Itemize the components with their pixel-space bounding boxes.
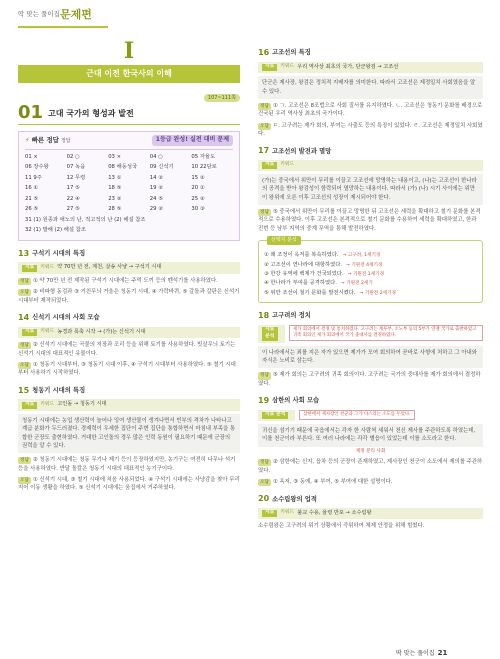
left-column xyxy=(18,36,240,493)
question-20-explanation: 소수림왕은 고구려의 위기 상황에서 즉위하여 체제 안정을 위해 힘썼다. xyxy=(258,523,425,530)
choice-text: ⑤ 위만 조선이 철기 문화를 발전시켰다. xyxy=(264,289,356,296)
keyword-type: 키워드 xyxy=(40,328,55,334)
page-header xyxy=(0,0,500,28)
question-number: 14 xyxy=(18,313,30,323)
quick-answer-label: ⚡ 빠른 정답 정답 xyxy=(25,136,71,145)
answer-cell: 22 ④ xyxy=(66,195,80,202)
choice-line xyxy=(264,279,477,288)
choice-note: → 고구려, 1세기경 xyxy=(342,253,381,259)
explanation-paragraph xyxy=(18,361,240,378)
explanation-text: ㄷ. 고구려는 제가 회의, 부여는 사출도 등의 특징이 있었다. ㄹ. 고조선은 제정일치 사회였다. xyxy=(258,122,483,137)
choice-analysis-lines xyxy=(264,251,477,298)
keyword-type: 키워드 xyxy=(40,401,55,407)
header-underline xyxy=(18,26,108,28)
answer-cell: 14 ② xyxy=(149,174,163,181)
part-title-bar: 근대 이전 한국사의 이해 xyxy=(18,65,240,83)
choice-analysis-title: 선택지 분석 xyxy=(267,236,301,245)
explanation-paragraph xyxy=(18,288,240,305)
question-number: 17 xyxy=(258,146,270,156)
choice-line xyxy=(264,261,477,270)
answer-cell: 17 ⑤ xyxy=(66,185,80,192)
answer-cell: 01 × xyxy=(25,153,38,160)
explanation-text: ⑤ 중국에서 위만이 무리를 이끌고 망명한 뒤 고조선은 세력을 확대하고 철기 문화를 본격적으로 수용하였다. 이후 고조선은 본격적으로 철기 문화를 수용하여 세력을 확대하였고, 한과 진번 등 남부 지역의 중계 무역을 통해 발전하였다. xyxy=(258,209,481,232)
keyword-text: 우리 역사상 최초의 국가, 단군왕검 → 고조선 xyxy=(297,63,399,70)
question-number: 16 xyxy=(258,48,270,57)
explanation-text: ① 신석기 시대, ③ 철기 시대에 처음 사용되었다. ④ 구석기 시대에는 사냥감을 찾아 무리 지어 이동 생활을 하였다. ⑤ 신석기 시대에는 움집에서 거주하였다. xyxy=(18,477,240,492)
choice-line xyxy=(264,251,477,260)
question-title: 청동기 시대의 특징 xyxy=(32,386,86,394)
right-column xyxy=(258,40,483,531)
answer-cell: 10 22담로 xyxy=(191,164,217,171)
question-title: 신석기 시대의 사회 모습 xyxy=(32,314,100,322)
question-19-header xyxy=(258,395,483,407)
source-passage: 청동기 시대에는 농업 생산력이 늘어나 잉여 생산물이 생겨나면서 빈부의 격차가 나타나고 계급 분화가 두드러졌다. 경제력이 우세한 집단이 주변 집단을 통합하면서 마침내 부족을 통합한 군장도 출현하였다. 거대한 고인돌의 경우 많은 인력 동원이 필요하기 때문에 군장의 권력을 알 수 있다. xyxy=(18,414,240,454)
question-header xyxy=(18,312,240,324)
chapter-header xyxy=(18,101,240,125)
level-badge: 1등급 완성! 실전 대비 문제 xyxy=(152,135,233,146)
question-20-keyword: 자료 키워드 불교 수용, 율령 반포 → 소수림왕 xyxy=(258,508,483,520)
right-question-list xyxy=(258,47,483,233)
explanation-text: ① 약 70만 년 전 제작된 구석기 시대에는 주먹 도끼 등의 뗀석기를 사용하였다. xyxy=(32,277,218,284)
answer-chip: 정답 xyxy=(20,278,29,284)
question-number: 15 xyxy=(18,385,30,395)
keyword-text: 고인돌 → 청동기 시대 xyxy=(57,401,107,408)
answer-cell: 07 녹읍 xyxy=(66,164,86,171)
question-title: 고조선의 발전과 멸망 xyxy=(272,147,332,155)
explanation-paragraph xyxy=(258,208,483,233)
quick-answer-header xyxy=(25,135,233,147)
answer-cell: 23 ② xyxy=(108,195,122,202)
chapter-number: 01 xyxy=(18,101,44,123)
answer-chip: 정답 xyxy=(260,210,269,216)
answer-cell: 15 ② xyxy=(191,174,205,181)
explanation-paragraph xyxy=(18,456,240,473)
answer-cell: 08 해동성국 xyxy=(108,164,138,171)
choice-note: → 기원전 4세기경 xyxy=(346,262,383,268)
answer-cell: 13 ① xyxy=(108,174,122,181)
chapter-title: 고대 국가의 형성과 발전 xyxy=(48,109,134,119)
analysis-note: 삼한에서 제사장인 천군과 그가 다스리는 소도를 두었다. xyxy=(299,410,414,420)
answer-chip: 정답 xyxy=(20,343,29,349)
choice-text: ② 고조선이 연나라에 대항하였다. xyxy=(264,261,343,268)
question-header xyxy=(258,47,483,59)
question-number: 19 xyxy=(258,396,270,406)
explanation-paragraph xyxy=(258,102,483,119)
answer-cell: 28 ⑤ xyxy=(108,206,122,213)
explanation-paragraph xyxy=(18,277,240,285)
answer-cell: 20 ① xyxy=(191,185,205,192)
explanation-text: ① ㄱ. 고조선은 8조법으로 사회 질서를 유지하였다. ㄴ. 고조선은 청동기 문화를 배경으로 건국된 우리 역사상 최초의 국가이다. xyxy=(258,102,483,118)
answer-cell: 21 ⑤ xyxy=(25,195,39,202)
answer-cell: 05 자율도 xyxy=(191,153,216,160)
source-passage: 단군은 제사장, 왕검은 정치적 지배자를 의미한다. 따라서 고조선은 제정일치 사회였음을 알 수 있다. xyxy=(258,76,483,99)
answer-cell: 25 ② xyxy=(191,195,205,202)
question-19-note: 제정 분리 사회 xyxy=(355,448,386,454)
footer-label: 딱 맞는 풀이집 xyxy=(396,650,435,657)
answer-cell: 06 장수왕 xyxy=(25,164,49,171)
choice-analysis-box xyxy=(258,237,483,303)
keyword-type: 키워드 xyxy=(40,264,55,270)
question-18-explanation: 정답 ⑤ 제가 회의는 고구려의 귀족 회의이다. 고구려는 국가의 중대사를 제가 회의에서 결정하였다. xyxy=(258,372,481,387)
question-number: 13 xyxy=(18,248,30,258)
left-question-list xyxy=(18,248,240,493)
analysis-tag: 자료 분석 xyxy=(258,410,295,421)
page-footer xyxy=(396,648,447,659)
analysis-note: 제가 회의에서 결정 및 통치하였다. 고구려는 계루부, 소노부 등의 5부가 연맹 국가로 출발하였고 귀족 회의인 제가 회의에서 국가 중대사를 결정하였다. xyxy=(289,325,483,341)
analysis-tag: 자료 분석 xyxy=(258,325,285,343)
keyword-bar xyxy=(18,399,240,411)
answer-cell: 18 ⑤ xyxy=(108,185,122,192)
question-header xyxy=(18,385,240,397)
explanation-paragraph xyxy=(258,122,483,139)
answer-cell: 29 ② xyxy=(149,206,163,213)
question-header xyxy=(18,248,240,260)
answer-chip: 오답 xyxy=(20,362,29,368)
question-19-wrong: 오답 ① 옥저, ③ 동예, ④ 부여, ⑤ 부여에 대한 설명이다. xyxy=(260,478,393,485)
part-numeral: I xyxy=(123,38,135,64)
answer-cell: 19 ② xyxy=(149,185,163,192)
choice-note: → 기원전 2세기 xyxy=(340,281,373,287)
question-number: 18 xyxy=(258,311,270,321)
choice-note: → 기원전 2세기경 xyxy=(359,290,396,296)
question-19-explanation: 정답 ② 삼한에는 신지, 읍차 등의 군장이 존재하였고, 제사장인 천군이 소도에서 제의를 주관하였다. xyxy=(258,459,483,474)
answer-chip: 오답 xyxy=(20,290,29,296)
question-title: 소수림왕의 업적 xyxy=(272,495,317,503)
question-title: 삼한의 사회 모습 xyxy=(272,397,320,405)
page-range xyxy=(18,95,240,103)
answer-cell: 26 ⑤ xyxy=(25,206,39,213)
page-number: 21 xyxy=(437,649,448,657)
keyword-type: 키워드 xyxy=(280,161,295,167)
quick-answer-grid xyxy=(25,149,233,236)
explanation-text: ② 신석기 시대에는 곡물의 저장과 조리 등을 위해 토기를 사용하였다. 빗살무늬 토기는 신석기 시대의 대표적인 유물이다. xyxy=(18,342,236,357)
answer-cell: 30 ③ xyxy=(191,206,205,213)
choice-line xyxy=(264,270,477,279)
answer-cell: 04 ○ xyxy=(149,153,163,160)
question-18-source: 이 나라에서는 죄를 지은 자가 있으면 제가가 모여 회의하여 곧바로 사형에 처하고 그 아내와 자식은 노비로 삼는다. xyxy=(258,346,483,369)
keyword-tag: 자료 xyxy=(262,162,277,169)
question-18-header xyxy=(258,310,483,322)
explanation-text: ② 비파형 동검과 ③ 거친무늬 거울은 청동기 시대, ④ 가락바퀴, ⑤ 갈돌과 갈판은 신석기 시대부터 제작되었다. xyxy=(18,289,240,304)
question-19-analysis xyxy=(258,410,483,421)
keyword-tag: 자료 xyxy=(22,265,37,272)
answer-cell: 11 9주 xyxy=(25,174,42,181)
keyword-bar xyxy=(18,262,240,274)
keyword-bar xyxy=(258,160,483,171)
answer-cell: 32 (1) 발해 (2) 해설 참조 xyxy=(25,227,86,234)
answer-cell: 09 신석기 xyxy=(149,164,174,171)
answer-cell: 24 ⑤ xyxy=(149,195,163,202)
choice-note: → 기원전 1세기경 xyxy=(347,271,385,277)
question-title: 고조선의 특징 xyxy=(272,49,311,57)
source-passage: (가)는 중국에서 위만이 무리를 이끌고 고조선에 망명하는 내용이고, (나)는 고조선이 한나라의 공격을 받아 왕검성이 함락되어 멸망하는 내용이다. 따라서 (가) (나) 시기 사이에는 위만이 왕위에 오른 이후 고조선의 성장이 제시되어야 한다. xyxy=(258,174,483,205)
explanation-text: ① 청동기 시대부터, ③ 청동기 시대 이후, ④ 구석기 시대부터 사용하였다. ⑤ 철기 시대부터 사용하기 시작하였다. xyxy=(18,361,236,377)
explanation-text: ② 청동기 시대에는 청동 무기나 제기 등이 등장하였지만, 농기구는 여전히 나무나 석기 등을 사용하였다. 반달 돌칼은 청동기 시대의 대표적인 농기구이다. xyxy=(18,457,236,472)
keyword-tag: 자료 xyxy=(22,402,37,409)
question-title: 고구려의 정치 xyxy=(272,312,311,320)
question-20-header xyxy=(258,493,483,505)
question-header xyxy=(258,145,483,157)
page-range-label: 107~111쪽 xyxy=(204,94,240,102)
keyword-text: 농경과 목축 시작 → (가)는 신석기 시대 xyxy=(57,328,146,335)
keyword-text: 약 70만 년 전, 제천, 살송 사냥 → 구석기 시대 xyxy=(57,264,162,271)
quick-answer-box xyxy=(18,131,240,241)
book-section-title: 문제편 xyxy=(60,8,92,21)
answer-chip: 오답 xyxy=(20,478,29,484)
answer-chip: 정답 xyxy=(20,458,29,464)
question-number: 20 xyxy=(258,494,270,504)
lightning-icon: ⚡ xyxy=(25,136,30,145)
book-tag: 딱 맞는 풀이집 xyxy=(18,10,60,18)
answer-cell: 03 × xyxy=(108,153,122,160)
answer-cell: 02 ○ xyxy=(66,153,80,160)
question-18-analysis xyxy=(258,325,483,343)
keyword-bar xyxy=(18,327,240,339)
answer-cell: 27 ⑤ xyxy=(66,206,80,213)
keyword-bar xyxy=(258,62,483,74)
choice-line xyxy=(264,289,477,298)
answer-cell: 31 (1) 원종과 애노의 난, 적고적의 난 (2) 해설 참조 xyxy=(25,216,146,223)
answer-cell: 12 무령 xyxy=(66,174,86,181)
answer-chip: 정답 xyxy=(260,103,269,109)
explanation-paragraph xyxy=(18,476,240,493)
choice-text: ③ 한강 유역에 백제가 건국되었다. xyxy=(264,270,344,277)
keyword-tag: 자료 xyxy=(22,329,37,336)
keyword-tag: 자료 xyxy=(262,64,277,71)
keyword-type: 키워드 xyxy=(280,63,295,69)
answer-chip: 오답 xyxy=(260,123,269,129)
explanation-paragraph xyxy=(18,341,240,358)
question-title: 구석기 시대의 특징 xyxy=(32,250,86,258)
answer-cell: 16 ① xyxy=(25,185,39,192)
question-19-source: 귀신을 섬기기 때문에 국읍에서는 각자 한 사람씩 세워서 천신 제사를 주관하도록 하였는데, 이를 천군이라 부른다. 또 여러 나라에는 각각 별읍이 있었는데 이를 소도라고 한다. xyxy=(258,424,483,447)
choice-text: ④ 한나라가 부여를 공격하였다. xyxy=(264,280,337,287)
choice-text: ① 왜 조정이 옥저를 복속하였다. xyxy=(264,252,339,259)
